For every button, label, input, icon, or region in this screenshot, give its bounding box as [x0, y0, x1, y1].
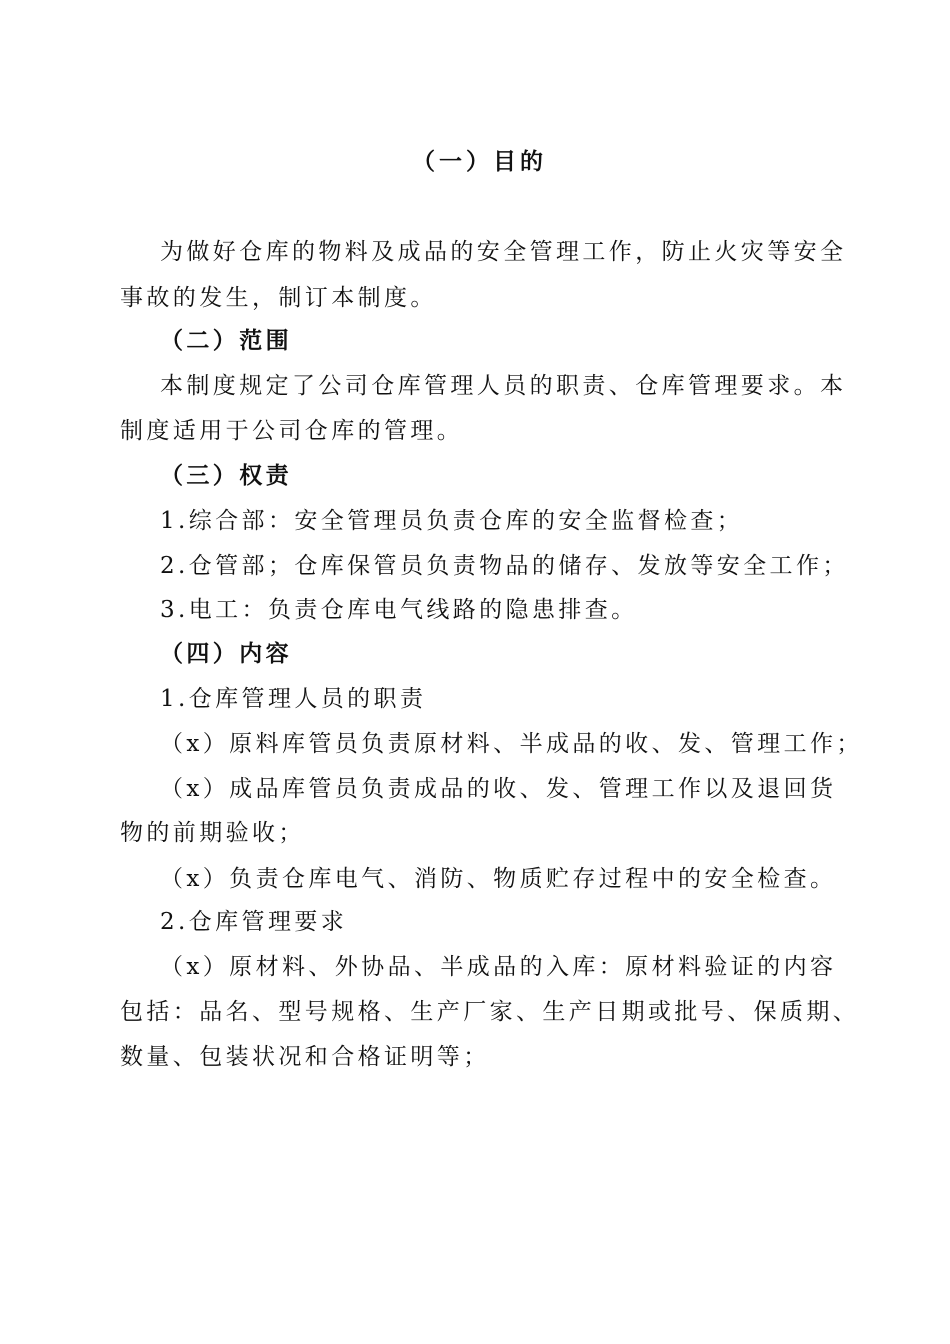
- section-heading-content: （四）内容: [160, 640, 292, 667]
- purpose-text-line-1: 为做好仓库的物料及成品的安全管理工作，防止火灾等安全: [160, 239, 847, 265]
- requirement-item-line-3: 数量、包装状况和合格证明等；: [120, 1044, 490, 1070]
- purpose-text-line-2: 事故的发生，制订本制度。: [120, 285, 437, 311]
- section-heading-scope: （二）范围: [160, 327, 292, 354]
- responsibility-item: 3.电工：负责仓库电气线路的隐患排查。: [160, 597, 638, 623]
- section-title-purpose: （一）目的: [412, 148, 547, 175]
- duty-item-line-2: 物的前期验收；: [120, 820, 305, 846]
- responsibility-item: 1.综合部：安全管理员负责仓库的安全监督检查；: [160, 508, 744, 534]
- subsection-title-warehouse-requirements: 2.仓库管理要求: [160, 909, 348, 935]
- section-heading-responsibility: （三）权责: [160, 462, 292, 489]
- responsibility-item: 2.仓管部；仓库保管员负责物品的储存、发放等安全工作；: [160, 553, 849, 579]
- requirement-item-line-2: 包括：品名、型号规格、生产厂家、生产日期或批号、保质期、: [120, 999, 860, 1025]
- duty-item: （x）负责仓库电气、消防、物质贮存过程中的安全检查。: [160, 866, 837, 892]
- duty-item-line-1: （x）成品库管员负责成品的收、发、管理工作以及退回货: [160, 776, 837, 802]
- duty-item: （x）原料库管员负责原材料、半成品的收、发、管理工作；: [160, 731, 863, 757]
- scope-text-line-1: 本制度规定了公司仓库管理人员的职责、仓库管理要求。本: [160, 373, 847, 399]
- scope-text-line-2: 制度适用于公司仓库的管理。: [120, 418, 464, 444]
- subsection-title-personnel-duties: 1.仓库管理人员的职责: [160, 686, 427, 712]
- requirement-item-line-1: （x）原材料、外协品、半成品的入库：原材料验证的内容: [160, 954, 837, 980]
